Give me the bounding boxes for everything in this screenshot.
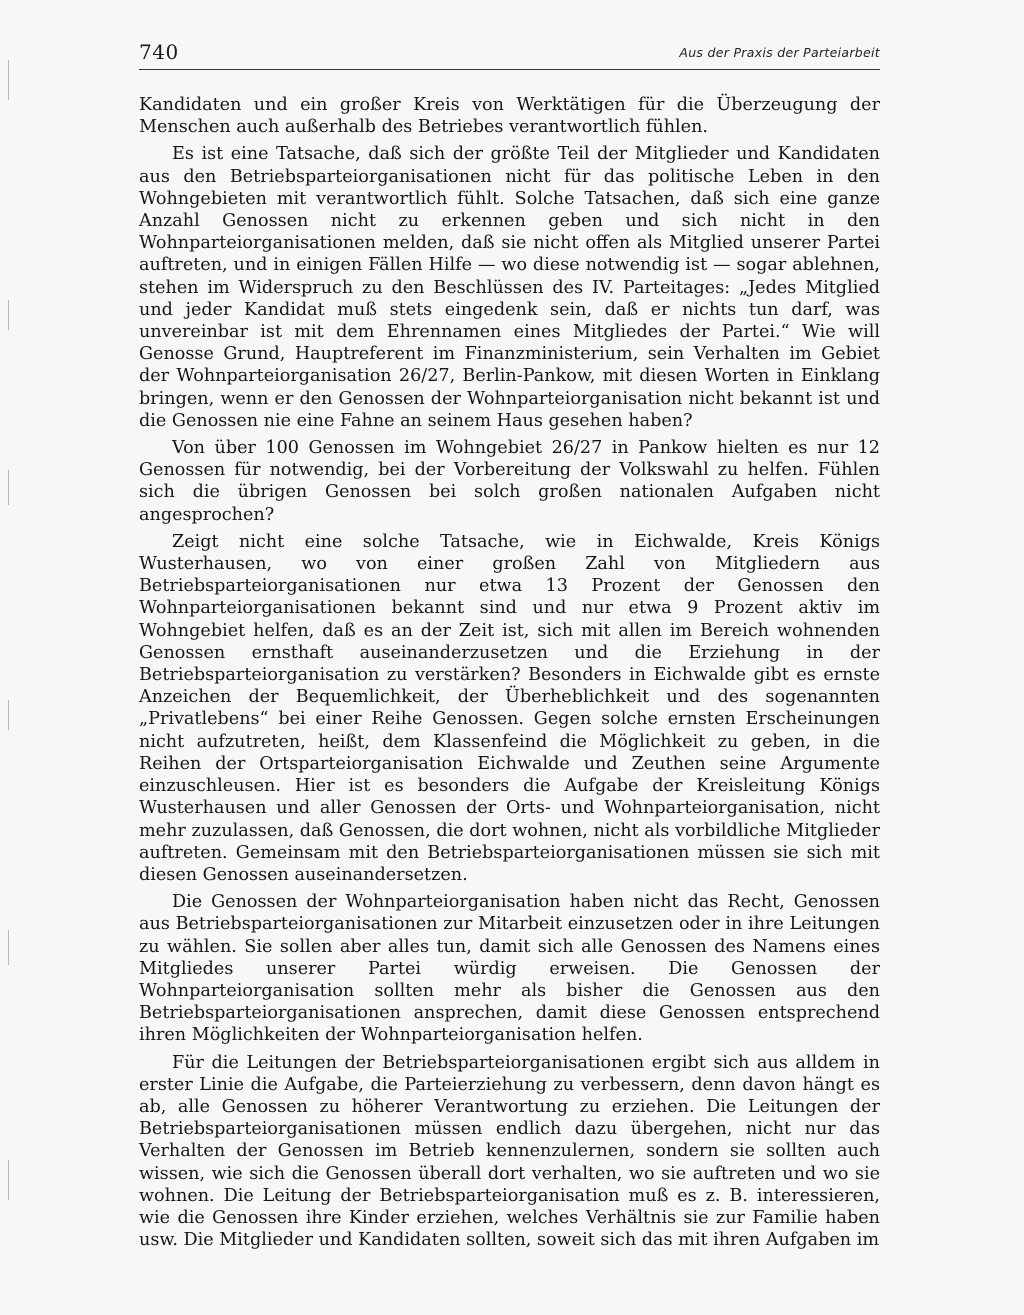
scan-margin-mark — [8, 1160, 9, 1200]
scan-margin-mark — [8, 300, 9, 330]
scan-margin-mark — [8, 60, 9, 100]
paragraph-continued: Kandidaten und ein großer Kreis von Werktätigen für die Überzeugung der Menschen auch außerhalb des Betriebes verantwortlich fühlen. — [139, 95, 880, 138]
scan-margin-mark — [8, 470, 9, 505]
running-head: Aus der Praxis der Parteiarbeit — [679, 45, 880, 60]
paragraph: Für die Leitungen der Betriebsparteiorganisationen ergibt sich aus alldem in erster Linie die Aufgabe, die Parteierziehung zu verbessern, denn davon hängt es ab, alle Genossen zu höherer Verantwortung zu erziehen. Die Leitungen der Betriebsparteiorganisationen müssen endlich dazu übergehen, nicht nur das Verhalten der Genossen im Betrieb kennenzulernen, sondern sie sollten auch wissen, wie sich die Genossen überall dort verhalten, wo sie auftreten und wo sie wohnen. Die Leitung der Betriebsparteiorganisation muß es z. B. interessieren, wie die Genossen ihre Kinder erziehen, welches Verhältnis sie zur Familie haben usw. Die Mitglieder und Kandidaten sollten, soweit sich das mit ihren Aufgaben im — [139, 1052, 880, 1251]
body-text — [139, 94, 880, 1256]
paragraph: Es ist eine Tatsache, daß sich der größte Teil der Mitglieder und Kandidaten aus den Betriebsparteiorganisationen nicht für das politische Leben in den Wohngebieten mit verantwortlich fühlt. Solche Tatsachen, daß sich eine ganze Anzahl Genossen nicht zu erkennen geben und sich nicht in den Wohnparteiorganisationen melden, daß sie nicht offen als Mitglied unserer Partei auftreten, und in einigen Fällen Hilfe — wo diese notwendig ist — sogar ablehnen, stehen im Widerspruch zu den Beschlüssen des IV. Parteitages: „Jedes Mitglied und jeder Kandidat muß stets eingedenk sein, daß er nichts tun darf, was unvereinbar ist mit dem Ehrennamen eines Mitgliedes der Partei.“ Wie will Genosse Grund, Hauptreferent im Finanzministerium, sein Verhalten im Gebiet der Wohnparteiorganisation 26/27, Berlin-Pankow, mit diesen Worten in Einklang bringen, wenn er den Genossen der Wohnparteiorganisation nicht bekannt ist und die Genossen nie eine Fahne an seinem Haus gesehen haben? — [139, 144, 880, 431]
page-header — [139, 40, 880, 70]
scan-margin-mark — [8, 930, 9, 965]
paragraph: Von über 100 Genossen im Wohngebiet 26/27 in Pankow hielten es nur 12 Genossen für notwendig, bei der Vorbereitung der Volkswahl zu helfen. Fühlen sich die übrigen Genossen bei solch großen nationalen Aufgaben nicht angesprochen? — [139, 438, 880, 525]
page-number: 740 — [139, 40, 179, 64]
paragraph: Zeigt nicht eine solche Tatsache, wie in Eichwalde, Kreis Königs Wusterhausen, wo von einer großen Zahl von Mitgliedern aus Betriebsparteiorganisationen nur etwa 13 Prozent der Genossen den Wohnparteiorganisationen bekannt sind und nur etwa 9 Prozent aktiv im Wohngebiet helfen, daß es an der Zeit ist, sich mit allen im Bereich wohnenden Genossen ernsthaft auseinanderzusetzen und die Erziehung in der Betriebsparteiorganisation zu verstärken? Besonders in Eichwalde gibt es ernste Anzeichen der Bequemlichkeit, der Überheblichkeit und des sogenannten „Privatlebens“ bei einer Reihe Genossen. Gegen solche ernsten Erscheinungen nicht aufzutreten, heißt, dem Klassenfeind die Möglichkeit zu geben, in die Reihen der Ortsparteiorganisation Eichwalde und Zeuthen seine Argumente einzuschleusen. Hier ist es besonders die Aufgabe der Kreisleitung Königs Wusterhausen und aller Genossen der Orts- und Wohnparteiorganisation, nicht mehr zuzulassen, daß Genossen, die dort wohnen, nicht als vorbildliche Mitglieder auftreten. Gemeinsam mit den Betriebsparteiorganisationen müssen sie sich mit diesen Genossen auseinandersetzen. — [139, 531, 880, 885]
scan-margin-mark — [8, 700, 9, 730]
paragraph: Die Genossen der Wohnparteiorganisation haben nicht das Recht, Genossen aus Betriebsparteiorganisationen zur Mitarbeit einzusetzen oder in ihre Leitungen zu wählen. Sie sollen aber alles tun, damit sich alle Genossen des Namens eines Mitgliedes unserer Partei würdig erweisen. Die Genossen der Wohnparteiorganisation sollten mehr als bisher die Genossen aus den Betriebsparteiorganisationen ansprechen, damit diese Genossen entsprechend ihren Möglichkeiten der Wohnparteiorganisation helfen. — [139, 892, 880, 1046]
header-rule — [139, 69, 880, 70]
